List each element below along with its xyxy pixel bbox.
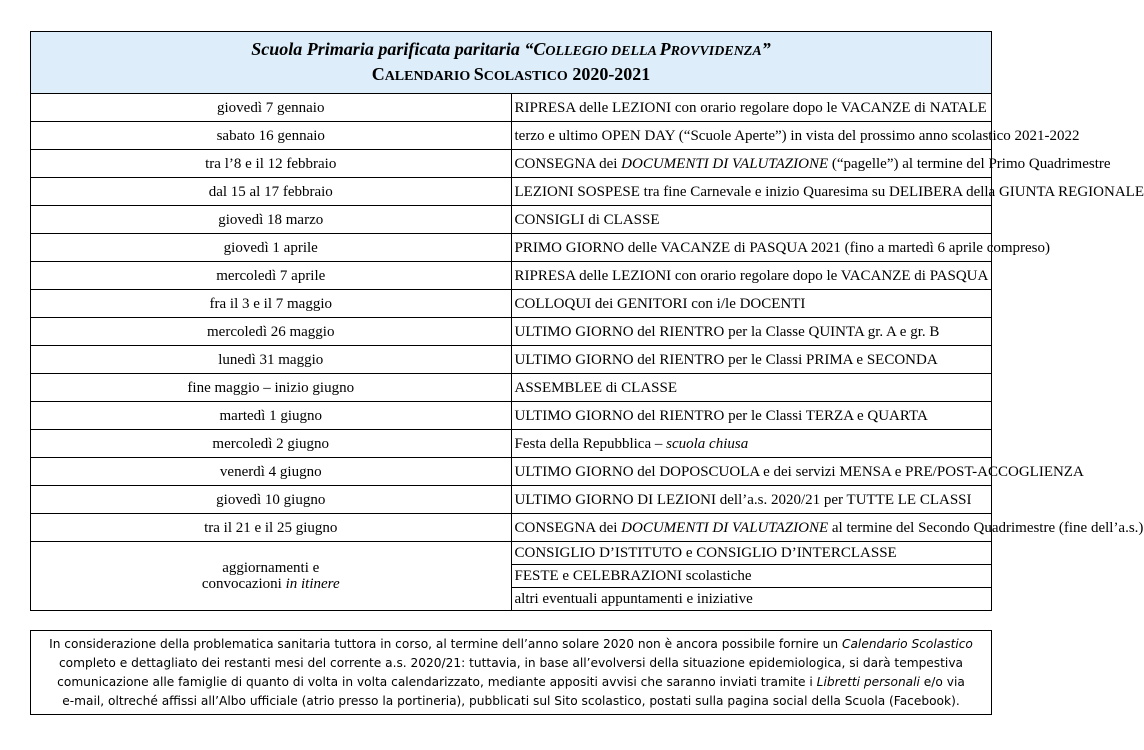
updates-row [31, 542, 992, 565]
calendar-row [31, 318, 992, 346]
note-line-3-tail: e/o via [919, 675, 965, 689]
note-line-1-italic: Calendario Scolastico [841, 637, 973, 651]
updates-label [31, 542, 512, 611]
event-date: giovedì 7 gennaio [31, 94, 512, 122]
school-name-p: P [659, 38, 671, 59]
calendar-title [31, 63, 991, 88]
event-text: CONSEGNA dei [514, 155, 622, 172]
event-date: venerdì 4 giugno [31, 458, 512, 486]
updates-item: CONSIGLIO D’ISTITUTO e CONSIGLIO D’INTERCLASSE [511, 542, 992, 565]
calendar-row [31, 430, 992, 458]
updates-label-italic: in itinere [285, 576, 340, 592]
school-name-sc2: ROVVIDENZA [670, 43, 762, 59]
event-date: giovedì 10 giugno [31, 486, 512, 514]
calendar-row [31, 346, 992, 374]
event-description: COLLOQUI dei GENITORI con i/le DOCENTI [511, 290, 992, 318]
event-description: terzo e ultimo OPEN DAY (“Scuole Aperte”) in vista del prossimo anno scolastico 2021-2022 [511, 122, 992, 150]
calendar-row [31, 94, 992, 122]
calendar-title-year: 2020-2021 [567, 63, 651, 84]
updates-item: FESTE e CELEBRAZIONI scolastiche [511, 565, 992, 588]
calendar-row [31, 178, 992, 206]
calendar-title-sc2: COLASTICO [483, 68, 568, 84]
calendar-row [31, 402, 992, 430]
event-description: ULTIMO GIORNO del RIENTRO per le Classi PRIMA e SECONDA [511, 346, 992, 374]
event-date: lunedì 31 maggio [31, 346, 512, 374]
note-line-4: e-mail, oltreché affissi all’Albo ufficiale (atrio presso la portineria), pubblicati sul Sito scolastico, postati sulla pagina social della Scuola (Facebook). [62, 694, 960, 708]
event-description [511, 150, 1111, 178]
event-description: ULTIMO GIORNO DI LEZIONI dell’a.s. 2020/21 per TUTTE LE CLASSI [511, 486, 992, 514]
event-date: dal 15 al 17 febbraio [31, 178, 512, 206]
updates-block [31, 542, 992, 611]
event-date: giovedì 1 aprile [31, 234, 512, 262]
calendar-row [31, 374, 992, 402]
school-name-sc: OLLEGIO DELLA [545, 43, 660, 59]
event-date: tra l’8 e il 12 febbraio [31, 150, 512, 178]
event-description [511, 430, 992, 458]
note-line-3-italic: Libretti personali [816, 675, 920, 689]
calendar-row [31, 262, 992, 290]
event-description [511, 514, 1144, 542]
calendar-title-sc: ALENDARIO [384, 68, 474, 84]
covid-note [30, 630, 992, 715]
event-description: RIPRESA delle LEZIONI con orario regolare dopo le VACANZE di NATALE [511, 94, 992, 122]
event-description: CONSIGLI di CLASSE [511, 206, 992, 234]
calendar-row [31, 290, 992, 318]
note-line-2: completo e dettagliato dei restanti mesi del corrente a.s. 2020/21: tuttavia, in base all’evolversi della situazione epidemiologica, si darà tempestiva [58, 656, 963, 670]
calendar-row [31, 234, 992, 262]
event-description: ULTIMO GIORNO del RIENTRO per le Classi TERZA e QUARTA [511, 402, 992, 430]
event-text: CONSEGNA dei [514, 519, 622, 536]
event-date: martedì 1 giugno [31, 402, 512, 430]
calendar-title-c: C [371, 63, 385, 84]
event-text-tail: al termine del Secondo Quadrimestre (fine dell’a.s.) [828, 519, 1144, 536]
event-date: tra il 21 e il 25 giugno [31, 514, 512, 542]
calendar-row [31, 486, 992, 514]
updates-item: altri eventuali appuntamenti e iniziative [511, 588, 992, 611]
event-text-tail: (“pagelle”) al termine del Primo Quadrimestre [828, 155, 1111, 172]
event-description: ULTIMO GIORNO del RIENTRO per la Classe QUINTA gr. A e gr. B [511, 318, 992, 346]
calendar-table [30, 31, 1144, 611]
school-name [31, 38, 991, 63]
event-date: giovedì 18 marzo [31, 206, 512, 234]
note-line-1-text: In considerazione della problematica sanitaria tuttora in corso, al termine dell’anno solare 2020 non è ancora possibile fornire un [49, 637, 842, 651]
calendar-row [31, 206, 992, 234]
note-line-3 [31, 673, 991, 692]
calendar-header-row [31, 32, 992, 94]
event-description: ULTIMO GIORNO del DOPOSCUOLA e dei servizi MENSA e PRE/POST-ACCOGLIENZA [511, 458, 992, 486]
event-text-italic: scuola chiusa [666, 435, 749, 452]
event-text-italic: DOCUMENTI DI VALUTAZIONE [621, 155, 829, 172]
calendar-row [31, 458, 992, 486]
event-date: mercoledì 2 giugno [31, 430, 512, 458]
event-text-italic: DOCUMENTI DI VALUTAZIONE [621, 519, 829, 536]
updates-label-b: convocazioni [201, 576, 286, 592]
calendar-row [31, 122, 992, 150]
event-text: Festa della Repubblica – [514, 435, 667, 452]
calendar-row [31, 150, 992, 178]
calendar-rows [31, 94, 1144, 542]
calendar-title-s: S [473, 63, 484, 84]
calendar-header [31, 32, 992, 94]
event-date: mercoledì 26 maggio [31, 318, 512, 346]
note-line-3-text: comunicazione alle famiglie di quanto di volta in volta calendarizzato, mediante appositi avvisi che saranno inviati tramite i [57, 675, 817, 689]
event-description: LEZIONI SOSPESE tra fine Carnevale e inizio Quaresima su DELIBERA della GIUNTA REGIONALE [511, 178, 992, 206]
updates-label-a: aggiornamenti e [222, 560, 320, 576]
event-date: fra il 3 e il 7 maggio [31, 290, 512, 318]
event-date: fine maggio – inizio giugno [31, 374, 512, 402]
event-description: RIPRESA delle LEZIONI con orario regolare dopo le VACANZE di PASQUA [511, 262, 992, 290]
school-name-prefix: Scuola Primaria parificata paritaria “C [251, 38, 546, 59]
note-line-1 [31, 635, 991, 654]
school-name-suffix: ” [761, 38, 771, 59]
event-date: sabato 16 gennaio [31, 122, 512, 150]
event-date: mercoledì 7 aprile [31, 262, 512, 290]
event-description: PRIMO GIORNO delle VACANZE di PASQUA 2021 (fino a martedì 6 aprile compreso) [511, 234, 992, 262]
event-description: ASSEMBLEE di CLASSE [511, 374, 992, 402]
calendar-row [31, 514, 992, 542]
